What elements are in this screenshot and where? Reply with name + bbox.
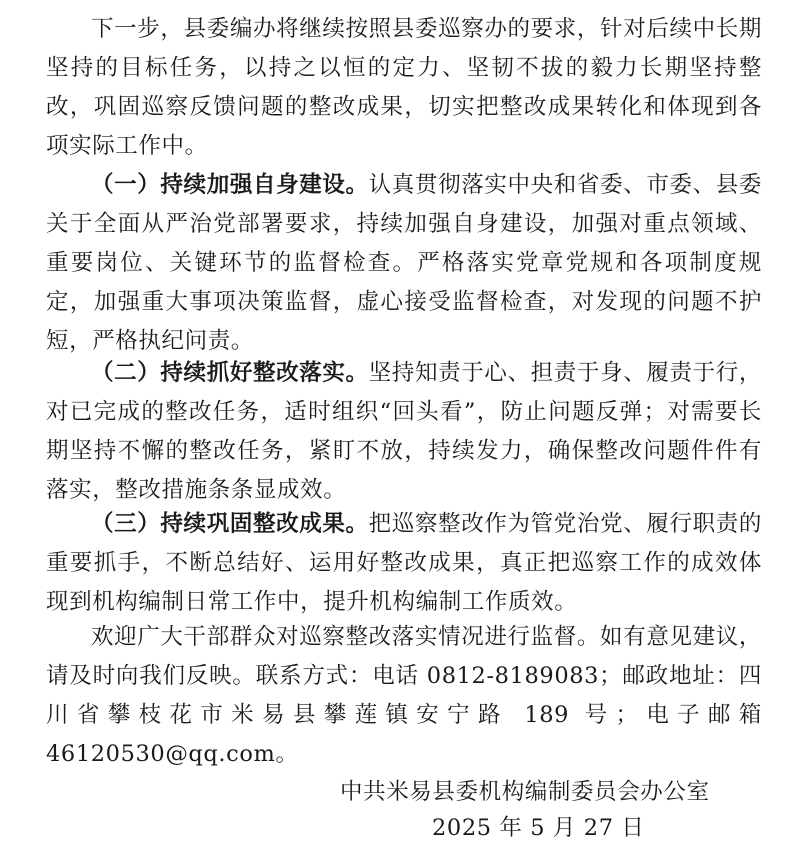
section-1-heading: （一）持续加强自身建设。 [91,172,369,198]
paragraph-section-2 [46,354,762,510]
paragraph-intro [46,10,762,166]
paragraph-contact-text: 欢迎广大干部群众对巡察整改落实情况进行监督。如有意见建议，请及时向我们反映。联系方式：电话 0812-8189083；邮政地址：四川省攀枝花市米易县攀莲镇安宁路 189 号；电子邮箱 46120530@qq.com。 [46,624,762,767]
paragraph-section-3 [46,505,762,622]
signature: 中共米易县委机构编制委员会办公室 [340,779,710,805]
section-2-text: 坚持知责于心、担责于身、履责于行，对已完成的整改任务，适时组织“回头看”，防止问题反弹；对需要长期坚持不懈的整改任务，紧盯不放，持续发力，确保整改问题件件有落实，整改措施条条显成效。 [46,360,762,503]
paragraph-intro-text: 下一步，县委编办将继续按照县委巡察办的要求，针对后续中长期坚持的目标任务，以持之以恒的定力、坚韧不拔的毅力长期坚持整改，巩固巡察反馈问题的整改成果，切实把整改成果转化和体现到各项实际工作中。 [46,16,762,159]
section-2-heading: （二）持续抓好整改落实。 [91,360,369,386]
paragraph-contact [46,618,762,774]
section-3-heading: （三）持续巩固整改成果。 [91,511,369,537]
signature-date: 2025 年 5 月 27 日 [432,815,645,841]
section-3-text: 把巡察整改作为管党治党、履行职责的重要抓手，不断总结好、运用好整改成果，真正把巡察工作的成效体现到机构编制日常工作中，提升机构编制工作质效。 [46,511,762,615]
paragraph-section-1 [46,166,762,361]
section-1-text: 认真贯彻落实中央和省委、市委、县委关于全面从严治党部署要求，持续加强自身建设，加强对重点领域、重要岗位、关键环节的监督检查。严格落实党章党规和各项制度规定，加强重大事项决策监督，虚心接受监督检查，对发现的问题不护短，严格执纪问责。 [46,172,762,354]
